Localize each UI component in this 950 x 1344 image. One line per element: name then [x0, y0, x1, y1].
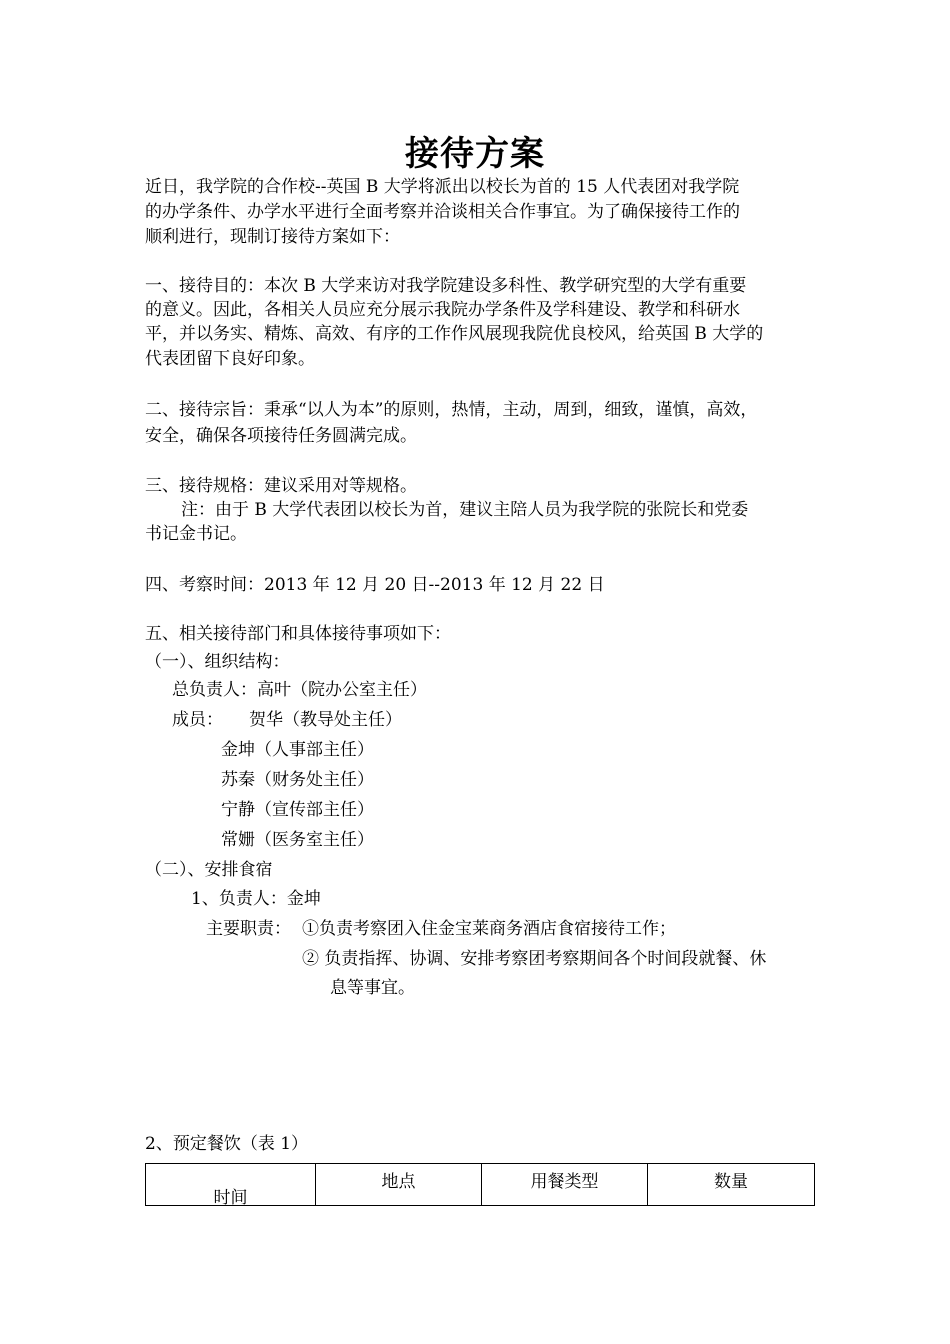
intro-line: 顺利进行，现制订接待方案如下： — [145, 227, 400, 247]
section-1-line: 代表团留下良好印象。 — [145, 349, 315, 369]
table-header-cell — [316, 1164, 482, 1206]
section-1-line: 平，并以务实、精炼、高效、有序的工作作风展现我院优良校风，给英国 B 大学的 — [145, 324, 764, 344]
table-header-location: 地点 — [381, 1172, 416, 1192]
table-header-cell — [648, 1164, 815, 1206]
table-header-meal-type: 用餐类型 — [530, 1172, 599, 1192]
meal-table — [145, 1163, 815, 1206]
leader-line: 总负责人：高叶（院办公室主任） — [172, 680, 427, 700]
document-title: 接待方案 — [405, 134, 545, 174]
section-2-line: 二、接待宗旨：秉承“以人为本”的原则，热情，主动，周到，细致，谨慎，高效， — [145, 400, 758, 420]
duty-item-continued: 息等事宜。 — [330, 978, 415, 998]
intro-line: 近日，我学院的合作校--英国 B 大学将派出以校长为首的 15 人代表团对我学院 — [145, 177, 740, 197]
section-3-line: 书记金书记。 — [145, 524, 247, 544]
member-item: 宁静（宣传部主任） — [221, 800, 374, 820]
table-header-cell — [146, 1164, 316, 1206]
section-4-line: 四、考察时间：2013 年 12 月 20 日--2013 年 12 月 22 日 — [145, 575, 605, 595]
org-heading: （一）、组织结构： — [145, 652, 290, 672]
section-1-line: 一、接待目的：本次 B 大学来访对我学院建设多科性、教学研究型的大学有重要 — [145, 276, 747, 296]
member-item: 金坤（人事部主任） — [221, 740, 374, 760]
lodging-item-1: 1、负责人：金坤 — [191, 889, 321, 909]
table-header-time: 时间 — [213, 1188, 248, 1208]
section-2-line: 安全，确保各项接待任务圆满完成。 — [145, 426, 417, 446]
member-item: 苏秦（财务处主任） — [221, 770, 374, 790]
section-1-line: 的意义。因此，各相关人员应充分展示我院办学条件及学科建设、教学和科研水 — [145, 300, 740, 320]
table-header-row — [146, 1164, 815, 1206]
section-3-note: 注：由于 B 大学代表团以校长为首，建议主陪人员为我学院的张院长和党委 — [181, 500, 749, 520]
lodging-heading: （二）、安排食宿 — [145, 860, 273, 880]
intro-line: 的办学条件、办学水平进行全面考察并洽谈相关合作事宜。为了确保接待工作的 — [145, 202, 740, 222]
table-header-cell — [482, 1164, 648, 1206]
table-header-quantity: 数量 — [714, 1172, 748, 1192]
lodging-item-2: 2、预定餐饮（表 1） — [145, 1134, 309, 1154]
members-label: 成员： — [172, 710, 223, 730]
duty-item: ② 负责指挥、协调、安排考察团考察期间各个时间段就餐、休 — [302, 949, 767, 969]
member-item: 贺华（教导处主任） — [249, 710, 402, 730]
section-5-heading: 五、相关接待部门和具体接待事项如下： — [145, 624, 451, 644]
member-item: 常姗（医务室主任） — [221, 830, 374, 850]
duty-item: ①负责考察团入住金宝莱商务酒店食宿接待工作； — [302, 919, 676, 939]
section-3-line: 三、接待规格：建议采用对等规格。 — [145, 476, 417, 496]
duty-label: 主要职责： — [206, 919, 291, 939]
